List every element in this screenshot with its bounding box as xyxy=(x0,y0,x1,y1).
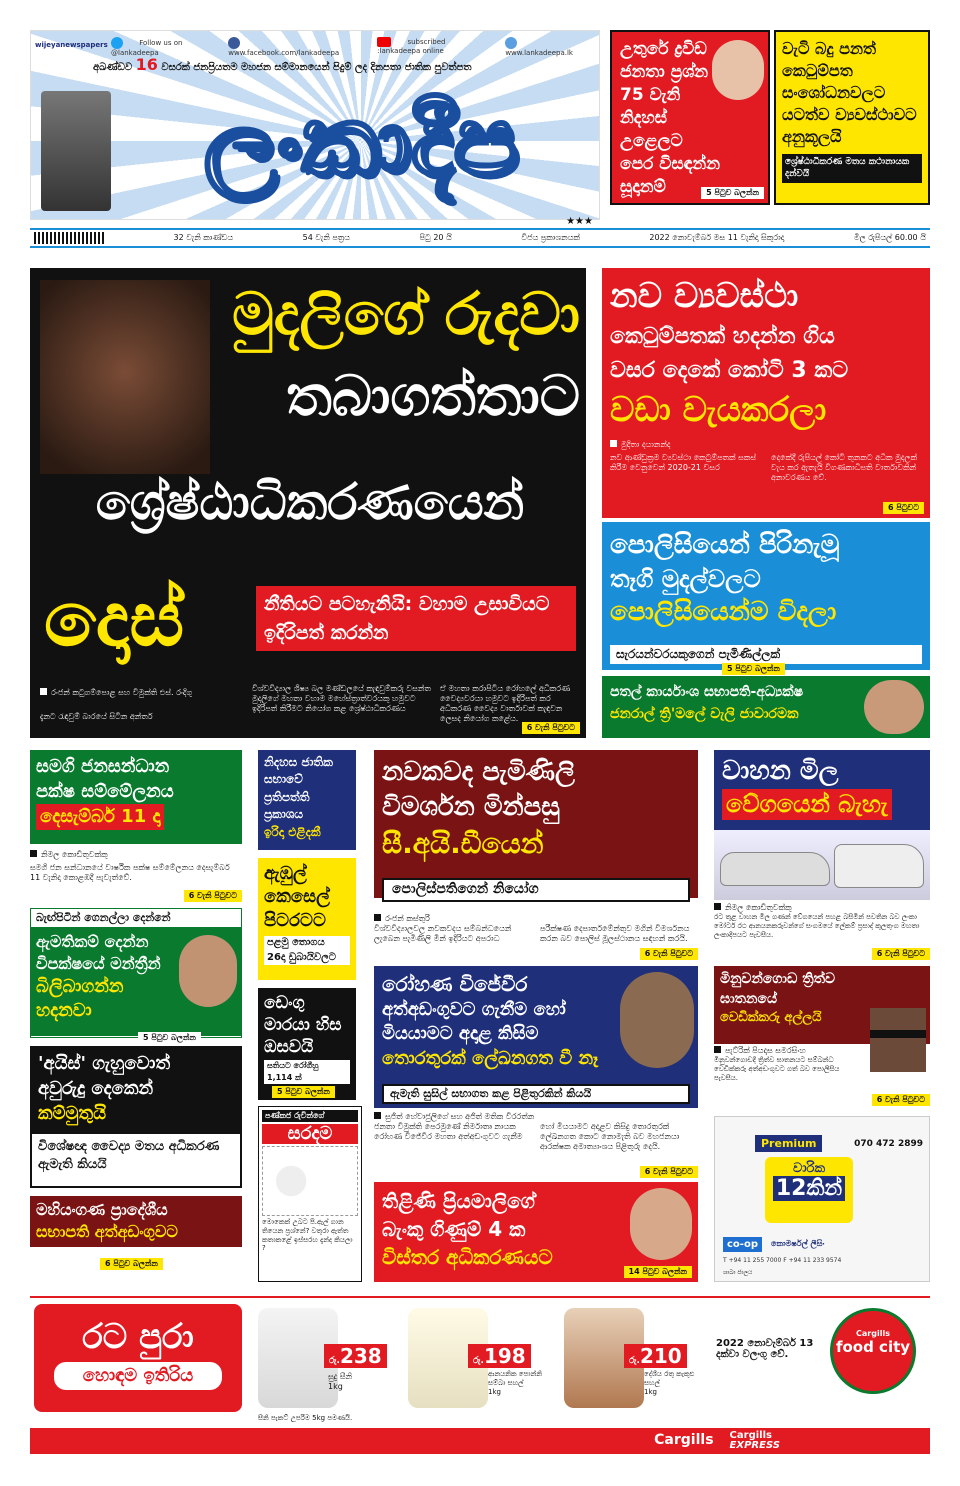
ice-line-3: කම්මුතුයි xyxy=(38,1103,107,1125)
mp-photo xyxy=(179,935,237,1007)
tagline-number: 16 xyxy=(135,55,158,74)
promo-1-more[interactable]: 5 පිටුව බලන්න xyxy=(701,187,764,199)
ad-phone: 070 472 2899 xyxy=(854,1139,923,1149)
thilini-more[interactable]: 14 පිටුව බලන්න xyxy=(624,1266,692,1278)
ad-premium: Premium xyxy=(755,1135,822,1152)
rohana-line-4: තොරතුරක් ලේඛනගත වී නෑ xyxy=(382,1047,599,1069)
ice-line-1: 'අයිස්' ගැහුවොත් xyxy=(38,1053,171,1074)
rohana-byline: සුජිත් හේවාජුලිගේ සහ අජිත් මතික විරරත්න xyxy=(374,1112,698,1122)
ad-validity xyxy=(716,1338,826,1360)
cartoon-name: සරදම xyxy=(262,1124,358,1144)
promo-box-1[interactable] xyxy=(610,30,770,205)
ad-label: වාරික xyxy=(792,1161,826,1176)
lead-more[interactable]: 6 වැනි පිටුවට xyxy=(522,722,580,734)
dengue-line-2: මාරයා හිස xyxy=(264,1015,342,1036)
facebook-icon xyxy=(228,37,240,49)
vehicle-body: රට තුළ වාහන මිල ගණන් වේගයෙන් පහළ බසිමින් පවතින බව ලංකා මෝටර් රථ ආනයනකරුවන්ගේ සංගමයේ ලේකම් ප්‍රසාද් කුලතුංග මහතා ලංකාදීපයට පැවසීය. xyxy=(714,913,920,939)
ice-sub: විශේෂඥ වෛද්‍ය මතය අධිකරණ ඇමැති කියයි xyxy=(38,1139,220,1173)
ragging-line-2: විමර්ශන මින්පසු xyxy=(382,792,560,823)
lead-line-3: ශ්‍රේෂ්ඨාධිකරණයෙන් xyxy=(40,474,580,530)
thilini-photo xyxy=(630,1188,692,1260)
police-more[interactable]: 5 පිටුව බලන්න xyxy=(722,663,785,675)
dengue-line-3: ඔසවයි xyxy=(264,1037,314,1058)
lead-col-1: දැනට රැඳවුම් බාරයේ සිටින අන්තර් xyxy=(40,712,153,721)
mahiyangana-line-2: සභාපති අත්අඩංගුවට xyxy=(36,1222,178,1242)
dengue-story[interactable] xyxy=(258,988,356,1100)
cargills-logo: Cargills xyxy=(654,1432,714,1449)
ad-sub: ශාඛා ජාලය xyxy=(723,1269,753,1276)
ad-slogan-2: හොඳම ඉතිරිය xyxy=(54,1362,222,1391)
ntp-line-1: නිදහස ජාතික සභාවේ ප්‍රතිපත්ති ප්‍රකාශය xyxy=(264,755,333,822)
murder-line-2: ඝාතනයේ xyxy=(720,990,778,1007)
cartoon-drawing xyxy=(262,1146,358,1216)
mahiyangana-line-1: මහියංගණ ප්‍රාදේශීය xyxy=(36,1200,168,1219)
dengue-more[interactable]: 5 පිටුව බලන්න xyxy=(272,1086,335,1098)
vehicle-photo xyxy=(714,830,930,900)
budget-line-2: කෙටුම්පතක් හදන්න ගිය xyxy=(610,323,835,349)
masthead-area xyxy=(30,30,600,227)
ice-story[interactable] xyxy=(30,1046,242,1188)
cartoon-box xyxy=(258,1106,362,1282)
vehicle-byline: නිමල කොඩිතුවක්කු xyxy=(714,903,930,913)
promo-2-text: වැටි බදු පනත් කෙටුම්පත සංශෝධනවලට යටත්ව ව්‍යවස්ථාවට අනුකූලයි xyxy=(782,39,917,147)
thilini-line-3: විස්තර අධිකරණයට xyxy=(382,1245,553,1269)
thilini-line-2: බැංකු ගිණුම් 4 ක xyxy=(382,1217,526,1241)
samagi-more[interactable]: 6 වැනි පිටුවට xyxy=(184,890,242,902)
twitter-icon xyxy=(111,37,123,49)
promo-box-2[interactable] xyxy=(774,30,930,205)
promo-1-text: උතුරේ ද්‍රවිඩ ජනතා ප්‍රශ්න 75 වැනි නිදහස් උළෙලට පෙර විසඳන්න සූදානම් xyxy=(620,39,720,197)
rohana-line-1: රෝහණ විජේවීර xyxy=(382,972,528,996)
vehicle-line-1: වාහන මිල xyxy=(722,756,839,786)
murder-byline: පැට්රික් පියදාස සමරසිංහ xyxy=(714,1046,864,1056)
info-bar: 32 වැනි කාණ්ඩය 54 වැනි පත්‍රය පිටු 20 යි විජය ප්‍රකාශනයක් 2022 නොවැම්බර් මස 11 වැනිදා සිකුරාදා මිල රුපියල් 60.00 යි xyxy=(30,228,930,248)
provincial-line-1: පතල් කාර්යාංශ සභාපති-අධ්‍යක්ෂ xyxy=(610,684,804,700)
product-2-name: ආනයනික පොන්නි සම්බා සහල් 1kg xyxy=(488,1370,542,1396)
twitter-link[interactable]: Follow us on @lankadeepa xyxy=(111,39,183,57)
politician-photo xyxy=(712,40,764,100)
barcode xyxy=(34,232,104,244)
leasing-ad[interactable] xyxy=(714,1116,930,1282)
vehicle-line-2: වේගයෙන් බැහැ xyxy=(722,789,892,820)
lead-line-4: දොස් xyxy=(44,574,185,663)
ntp-line-2: ඉරිදා එළිදකී xyxy=(264,824,321,839)
samagi-line-1: සමගි ජනසන්ධාන xyxy=(36,756,170,777)
samagi-line-3: දෙසැම්බර් 11 දා xyxy=(36,804,164,829)
samagi-story[interactable] xyxy=(30,750,242,902)
product-1 xyxy=(254,1304,394,1414)
suspect-photo xyxy=(870,1008,926,1072)
vehicle-story[interactable] xyxy=(714,750,930,960)
ice-line-2: අවුරුදු දෙකෙන් xyxy=(38,1078,154,1100)
murder-line-1: මිනුවන්ගොඩ ත්‍රිත්ව xyxy=(720,971,836,987)
ministers-line-4: හදනවා xyxy=(36,999,92,1021)
foodcity-name: food city xyxy=(835,1338,911,1356)
ad-date-sub: දක්වා වලංගු වේ. xyxy=(716,1349,789,1361)
ad-slogan-1: රට පුරා xyxy=(82,1317,194,1357)
rohana-line-3: මියයාමට අදාළ කිසිම xyxy=(382,1023,539,1045)
product-2 xyxy=(404,1304,554,1414)
rohana-sub: ඇමැති සුසිල් සභාගත කළ පිළිතුරකින් කියයි xyxy=(382,1084,690,1104)
ragging-byline: රංජන් කස්තුරි xyxy=(374,914,698,924)
rohana-story[interactable] xyxy=(374,966,698,1174)
rohana-more[interactable]: 6 වැනි පිටුවට xyxy=(640,1166,698,1178)
thilini-line-1: තිළිණි ප්‍රියමාලිගේ xyxy=(382,1189,535,1213)
ministers-kicker: බැඟ්පිටින් ගෙනල්ලා දෙන්නේ xyxy=(31,909,241,928)
budget-line-1: නව ව්‍යවස්ථා xyxy=(610,276,799,316)
youtube-icon xyxy=(377,37,391,47)
cartoon-caption: මොකෙක් උබට පී.ඇල් ගාන තියෙන ප්‍රශ්නේ? වතුරා ඇත්ත කතාකළේ ඉස්සරහ දැන්ද කියලා ? xyxy=(262,1218,353,1253)
police-sub: සැරයන්වරයකුගෙන් පැමිණිල්ලක් xyxy=(610,645,922,664)
cargills-ad[interactable] xyxy=(30,1296,930,1456)
ragging-sub: පොලිස්පතිගෙන් නියෝග xyxy=(382,878,690,902)
banana-sub-2: 26දා ඩුබායිවලට xyxy=(264,951,350,966)
ragging-body-2: පරීක්ෂණ දෙපාර්තමේන්තුව මගින් විමර්ශනය කරන බව පොලිස් මූලස්ථානය සඳහන් කරයි. xyxy=(540,924,690,943)
budget-line-4: වඩා වැයකරලා xyxy=(610,390,827,431)
price-2: රු.198 xyxy=(468,1344,531,1368)
award-trophy xyxy=(41,91,111,211)
samagi-byline: නිමල කොඩිතුවක්කු xyxy=(30,850,242,860)
ragging-line-1: නවකවද පැමිණිලි xyxy=(382,757,575,787)
ministers-more[interactable]: 5 පිටුව බලන්න xyxy=(138,1032,201,1044)
lead-story[interactable] xyxy=(30,268,586,738)
ad-footer-bar xyxy=(30,1428,930,1454)
foodcity-logo xyxy=(830,1308,916,1394)
publisher-logo: wijeyanewspapers xyxy=(35,41,108,49)
cargills-express-logo: Cargills EXPRESS xyxy=(729,1430,780,1451)
budget-body-1: නව ආණ්ඩුක්‍රම ව්‍යවස්ථා කෙටුම්පතක් සකස් කිරීම වෙනුවෙන් 2020-21 වසර xyxy=(610,452,757,472)
dengue-sub-2: 1,114 ක් xyxy=(264,1072,350,1084)
ad-big: 12කින් xyxy=(773,1176,845,1201)
banana-sub-1: පළමු තොගය xyxy=(264,936,350,951)
police-line-1: පොලිසියෙන් පිරිනැමූ xyxy=(610,530,840,560)
product-3-name: දේශීය රතු කැකුළු සහල් 1kg xyxy=(644,1370,695,1396)
price-3: රු.210 xyxy=(624,1344,687,1368)
samagi-body: සමගි ජන සන්ධානයේ වාර්ෂික පක්ෂ සම්මේලනය දෙසැම්බර් 11 වැනිදා කොළඹදී පැවැත්වේ. xyxy=(30,863,230,882)
ntp-story[interactable] xyxy=(258,750,356,850)
ragging-more[interactable]: 6 වැනි පිටුවට xyxy=(640,948,698,960)
product-3 xyxy=(560,1304,710,1414)
banana-line-3: පිටරටට xyxy=(264,909,326,931)
website-link[interactable]: www.lankadeepa.lk xyxy=(505,37,587,58)
official-photo xyxy=(864,680,924,734)
rohana-line-2: අත්අඩංගුවට ගැනීම හෝ xyxy=(382,999,566,1020)
foodcity-brand: Cargills xyxy=(856,1329,890,1338)
budget-story[interactable] xyxy=(602,268,930,518)
murder-more[interactable]: 6 වැනි පිටුවට xyxy=(872,1094,930,1106)
budget-body-2: දෙකේදී රුපියල් කෝටි තුනකට අධික මුදලක් වැය කර ඇතැයි විගණකාධිපති වාර්තාවකින් අනාවරණය වේ. xyxy=(771,452,917,482)
murder-body: මිනුවන්ගොඩදී ත්‍රිත්ව ඝාතනයට සම්බන්ධ වෙඩික්කරු අත්අඩංගුවට ගත් බව පොලිසිය පැවසීය. xyxy=(714,1056,840,1082)
lead-line-1: මුදලිගේ රුදවා xyxy=(232,280,580,348)
ad-slogan xyxy=(34,1304,242,1412)
murder-line-3: වෙඩික්කරු අල්ලයි xyxy=(720,1010,822,1026)
cartoon-title: පණ්කජ රුවින්ගේ xyxy=(262,1110,358,1122)
budget-line-3: වසර දෙකේ කෝටි 3 කට xyxy=(610,357,849,383)
provincial-story[interactable] xyxy=(602,676,930,738)
ragging-line-3: සී.අයි.ඩීයෙන් xyxy=(382,827,544,861)
lead-col-2: විශ්වවිද්‍යාල ශිෂ්‍ය බල මණ්ඩලයේ කැඳවුම්කරු වසන්ත මුදලිගේ මහතා වහාම මහේස්ත්‍රාත්වරයකු හමුවට ඉදිරිපත් කිරීමට නියෝග කළ ශ්‍රේෂ්ඨාධිකරණය xyxy=(252,684,431,713)
facebook-link[interactable]: www.facebook.com/lankadeepa xyxy=(228,37,353,58)
youtube-link[interactable]: subscribed :lankadeepa online xyxy=(377,38,446,55)
mahiyangana-story[interactable] xyxy=(30,1196,242,1276)
promo-2-sub: ශ්‍රේෂ්ඨාධිකරණ මතය කථානායක දන්වයි xyxy=(782,154,922,183)
mahiyangana-more[interactable]: 6 පිටුව බලන්න xyxy=(100,1258,163,1270)
police-story[interactable] xyxy=(602,522,930,670)
lead-col-3: ඒ මහතා කරාපිටිය රෝහලේ අධිකරණ වෛද්‍යවරයා හමුවට ඉදිරිපත් කර අධිකරණ වෛද්‍ය වාර්තාවක් කැඳවන ලෙසද නියෝග කළේය. xyxy=(440,684,571,723)
stars: ★★★ xyxy=(566,216,593,227)
dengue-line-1: ඩෙංගු xyxy=(264,993,305,1013)
price-1: රු.238 xyxy=(324,1344,387,1368)
banana-line-2: කෙසෙල් xyxy=(264,886,330,908)
police-line-3: පොලිසියෙන්ම විදලා xyxy=(610,597,837,628)
rohana-body-2: හෝ මියයාමට අදාළව කිසිදු තොරතුරක් ලේඛනගත කොට නොමැති බව මහජනයා ආරක්ෂක අමාත්‍යාංශය පිළිතුරු දෙයි. xyxy=(540,1122,680,1151)
dengue-sub-1: සතියට රෝගීහු xyxy=(264,1060,350,1072)
ad-circle xyxy=(765,1157,853,1223)
ad-phones: T +94 11 255 7000 F +94 11 233 9574 xyxy=(723,1257,842,1264)
police-line-2: තෑගි මුදල්වලට xyxy=(610,565,761,594)
samagi-line-2: පක්ෂ සම්මේලනය xyxy=(36,781,174,803)
thilini-story[interactable] xyxy=(374,1182,698,1282)
ad-bank: කොමර්ෂල් ලීසිං xyxy=(771,1239,825,1248)
masthead-title: ලංකාදීප xyxy=(203,85,519,197)
ad-date: 2022 නොවැම්බර් 13 xyxy=(716,1338,814,1349)
lead-subhead: නීතියට පටහැනියි: වහාම උසාවියට ඉදිරිපත් කරන්න xyxy=(256,586,576,651)
budget-byline: මුදිතා දයානන්ද xyxy=(610,440,922,450)
ministers-line-1: ඇමතිකම් දෙන්න xyxy=(36,932,149,952)
ministers-line-2: විපක්ෂයේ මන්ත්‍රීන් xyxy=(36,953,161,973)
tagline: අඛණ්ඩව 16 වසරක් ජනප්‍රියතම මහජන සම්මානයෙන් පිදුම් ලද දිනපතා ජාතික පුවත්පත xyxy=(93,55,472,74)
ragging-story[interactable] xyxy=(374,750,698,960)
lead-line-2: තබාගත්තාට xyxy=(286,364,580,429)
vehicle-more[interactable]: 6 වැනි පිටුවට xyxy=(872,948,930,960)
ministers-line-3: බිලිබාගන්න xyxy=(36,975,124,997)
globe-icon xyxy=(505,37,517,49)
banana-story[interactable] xyxy=(258,858,356,980)
rohana-body-1: ජනතා විමුක්ති පෙරමුණේ නිර්මාතෘ නායක රෝහණ විජේවීර මහතා අත්අඩංගුවට ගැනීම xyxy=(374,1122,523,1141)
sugar-note: සීනි පැකට් උපරිම 5kg පමණයි. xyxy=(258,1414,353,1422)
ragging-body-1: විශ්වවිද්‍යාලවල නවකවදය සම්බන්ධයෙන් ලැබෙන පැමිණිලි මින් ඉදිරියට අපරාධ xyxy=(374,924,512,943)
murder-story[interactable] xyxy=(714,966,930,1106)
ministers-story[interactable] xyxy=(30,908,242,1038)
provincial-line-2: ජනරාල් ත්‍රි'මලේ වැලි ජාවාරමක xyxy=(610,706,799,723)
budget-more[interactable]: 6 පිටුවට xyxy=(883,502,924,514)
lead-byline: රංජන් කටුගම්පොළ සහ විමුක්ති එස්. රංදිගු xyxy=(40,688,240,698)
banana-line-1: ඇඹුල් xyxy=(264,863,307,884)
rohana-photo xyxy=(620,972,694,1068)
coop-logo: co-op xyxy=(723,1237,762,1252)
product-1-name: සුදු සීනි 1kg xyxy=(328,1372,353,1391)
